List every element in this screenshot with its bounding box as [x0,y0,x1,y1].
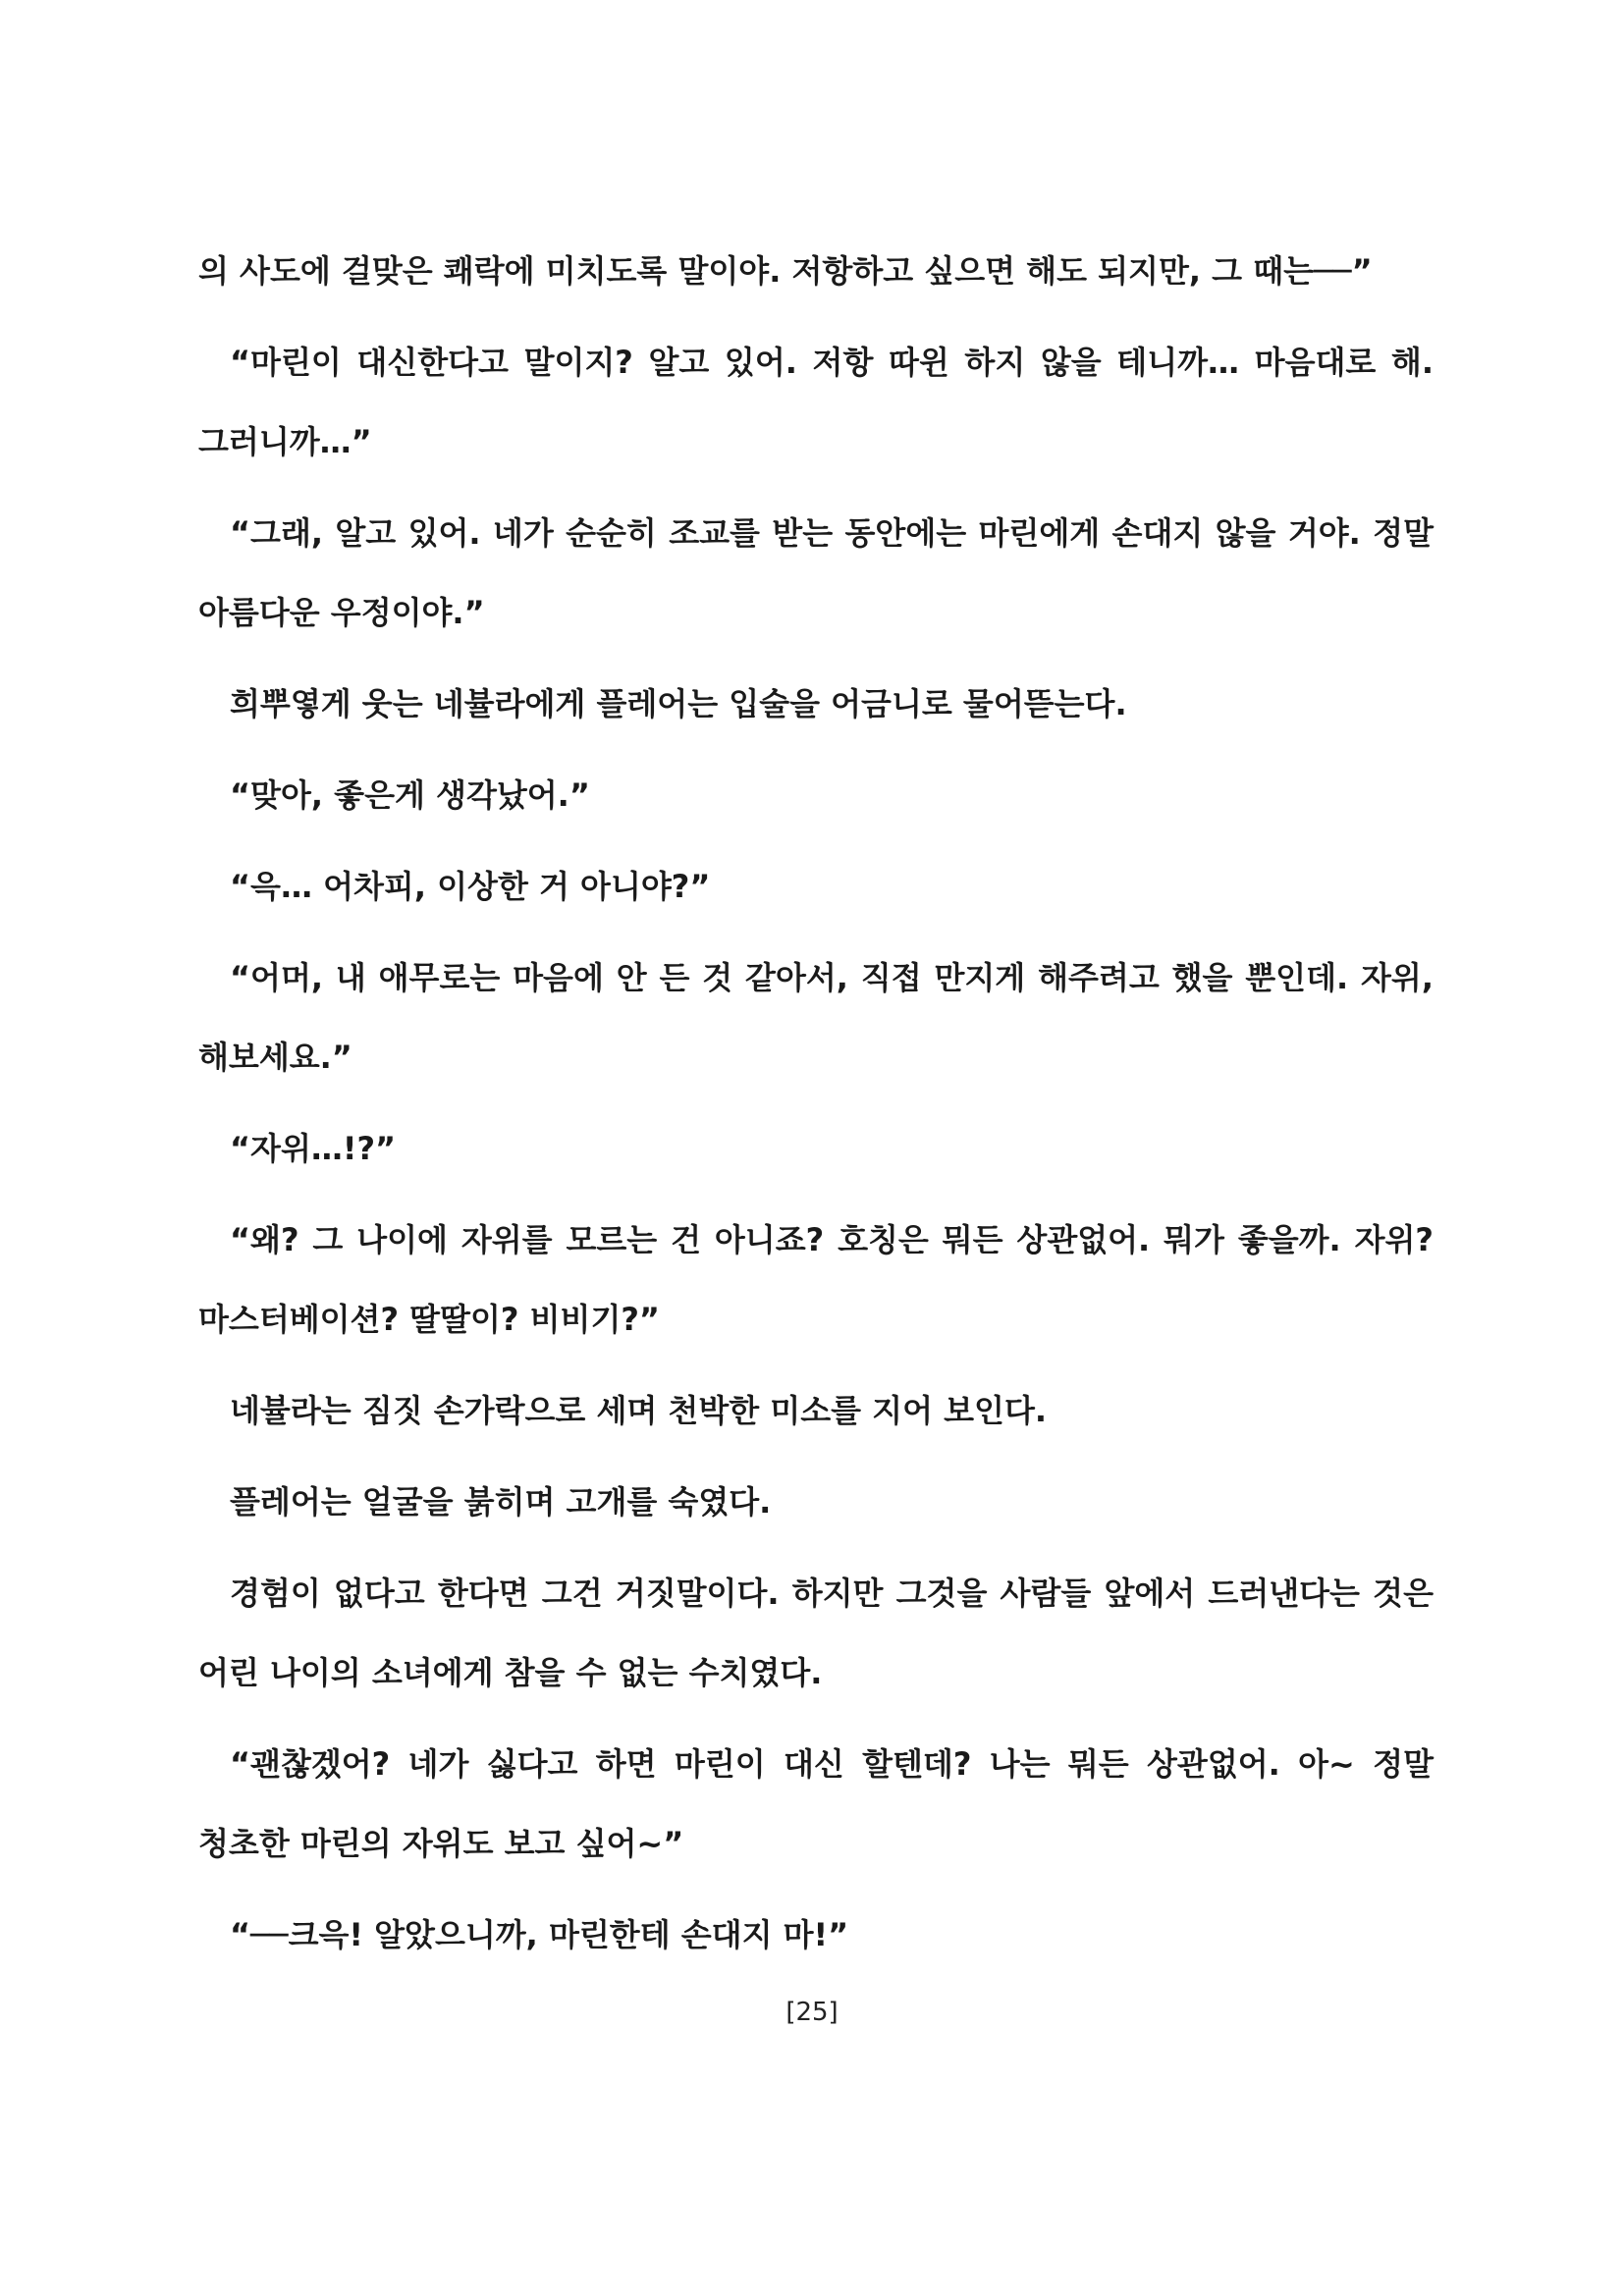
page-number: [25] [785,1998,839,2027]
body-text [198,232,1434,1987]
paragraph: “──크윽! 알았으니까, 마린한테 손대지 마!” [230,1916,849,1953]
paragraph: “어머, 내 애무로는 마음에 안 든 것 같아서, 직접 만지게 해주려고 했을 뿐인데. 자위, 해보세요.” [198,959,1434,1076]
paragraph: “그래, 알고 있어. 네가 순순히 조교를 받는 동안에는 마린에게 손대지 않을 거야. 정말 아름다운 우정이야.” [198,514,1434,631]
paragraph: 경험이 없다고 한다면 그건 거짓말이다. 하지만 그것을 사람들 앞에서 드러낸다는 것은 어린 나이의 소녀에게 참을 수 없는 수치였다. [198,1575,1434,1691]
paragraph: “맞아, 좋은게 생각났어.” [230,776,590,814]
paragraph: 의 사도에 걸맞은 쾌락에 미치도록 말이야. 저항하고 싶으면 해도 되지만, 그 때는──” [198,252,1373,290]
paragraph: “자위…!?” [230,1130,397,1167]
paragraph: “마린이 대신한다고 말이지? 알고 있어. 저항 따윈 하지 않을 테니까… 마음대로 해. 그러니까…” [198,344,1434,460]
paragraph: 플레어는 얼굴을 붉히며 고개를 숙였다. [230,1483,772,1521]
paragraph: 희뿌옇게 웃는 네뷸라에게 플레어는 입술을 어금니로 물어뜯는다. [230,685,1127,722]
paragraph: 네뷸라는 짐짓 손가락으로 세며 천박한 미소를 지어 보인다. [230,1392,1048,1429]
paragraph: “왜? 그 나이에 자위를 모르는 건 아니죠? 호칭은 뭐든 상관없어. 뭐가 좋을까. 자위? 마스터베이션? 딸딸이? 비비기?” [198,1221,1434,1338]
paragraph: “괜찮겠어? 네가 싫다고 하면 마린이 대신 할텐데? 나는 뭐든 상관없어. 아~ 정말 청초한 마린의 자위도 보고 싶어~” [198,1745,1434,1862]
paragraph: “윽… 어차피, 이상한 거 아니야?” [230,868,711,905]
